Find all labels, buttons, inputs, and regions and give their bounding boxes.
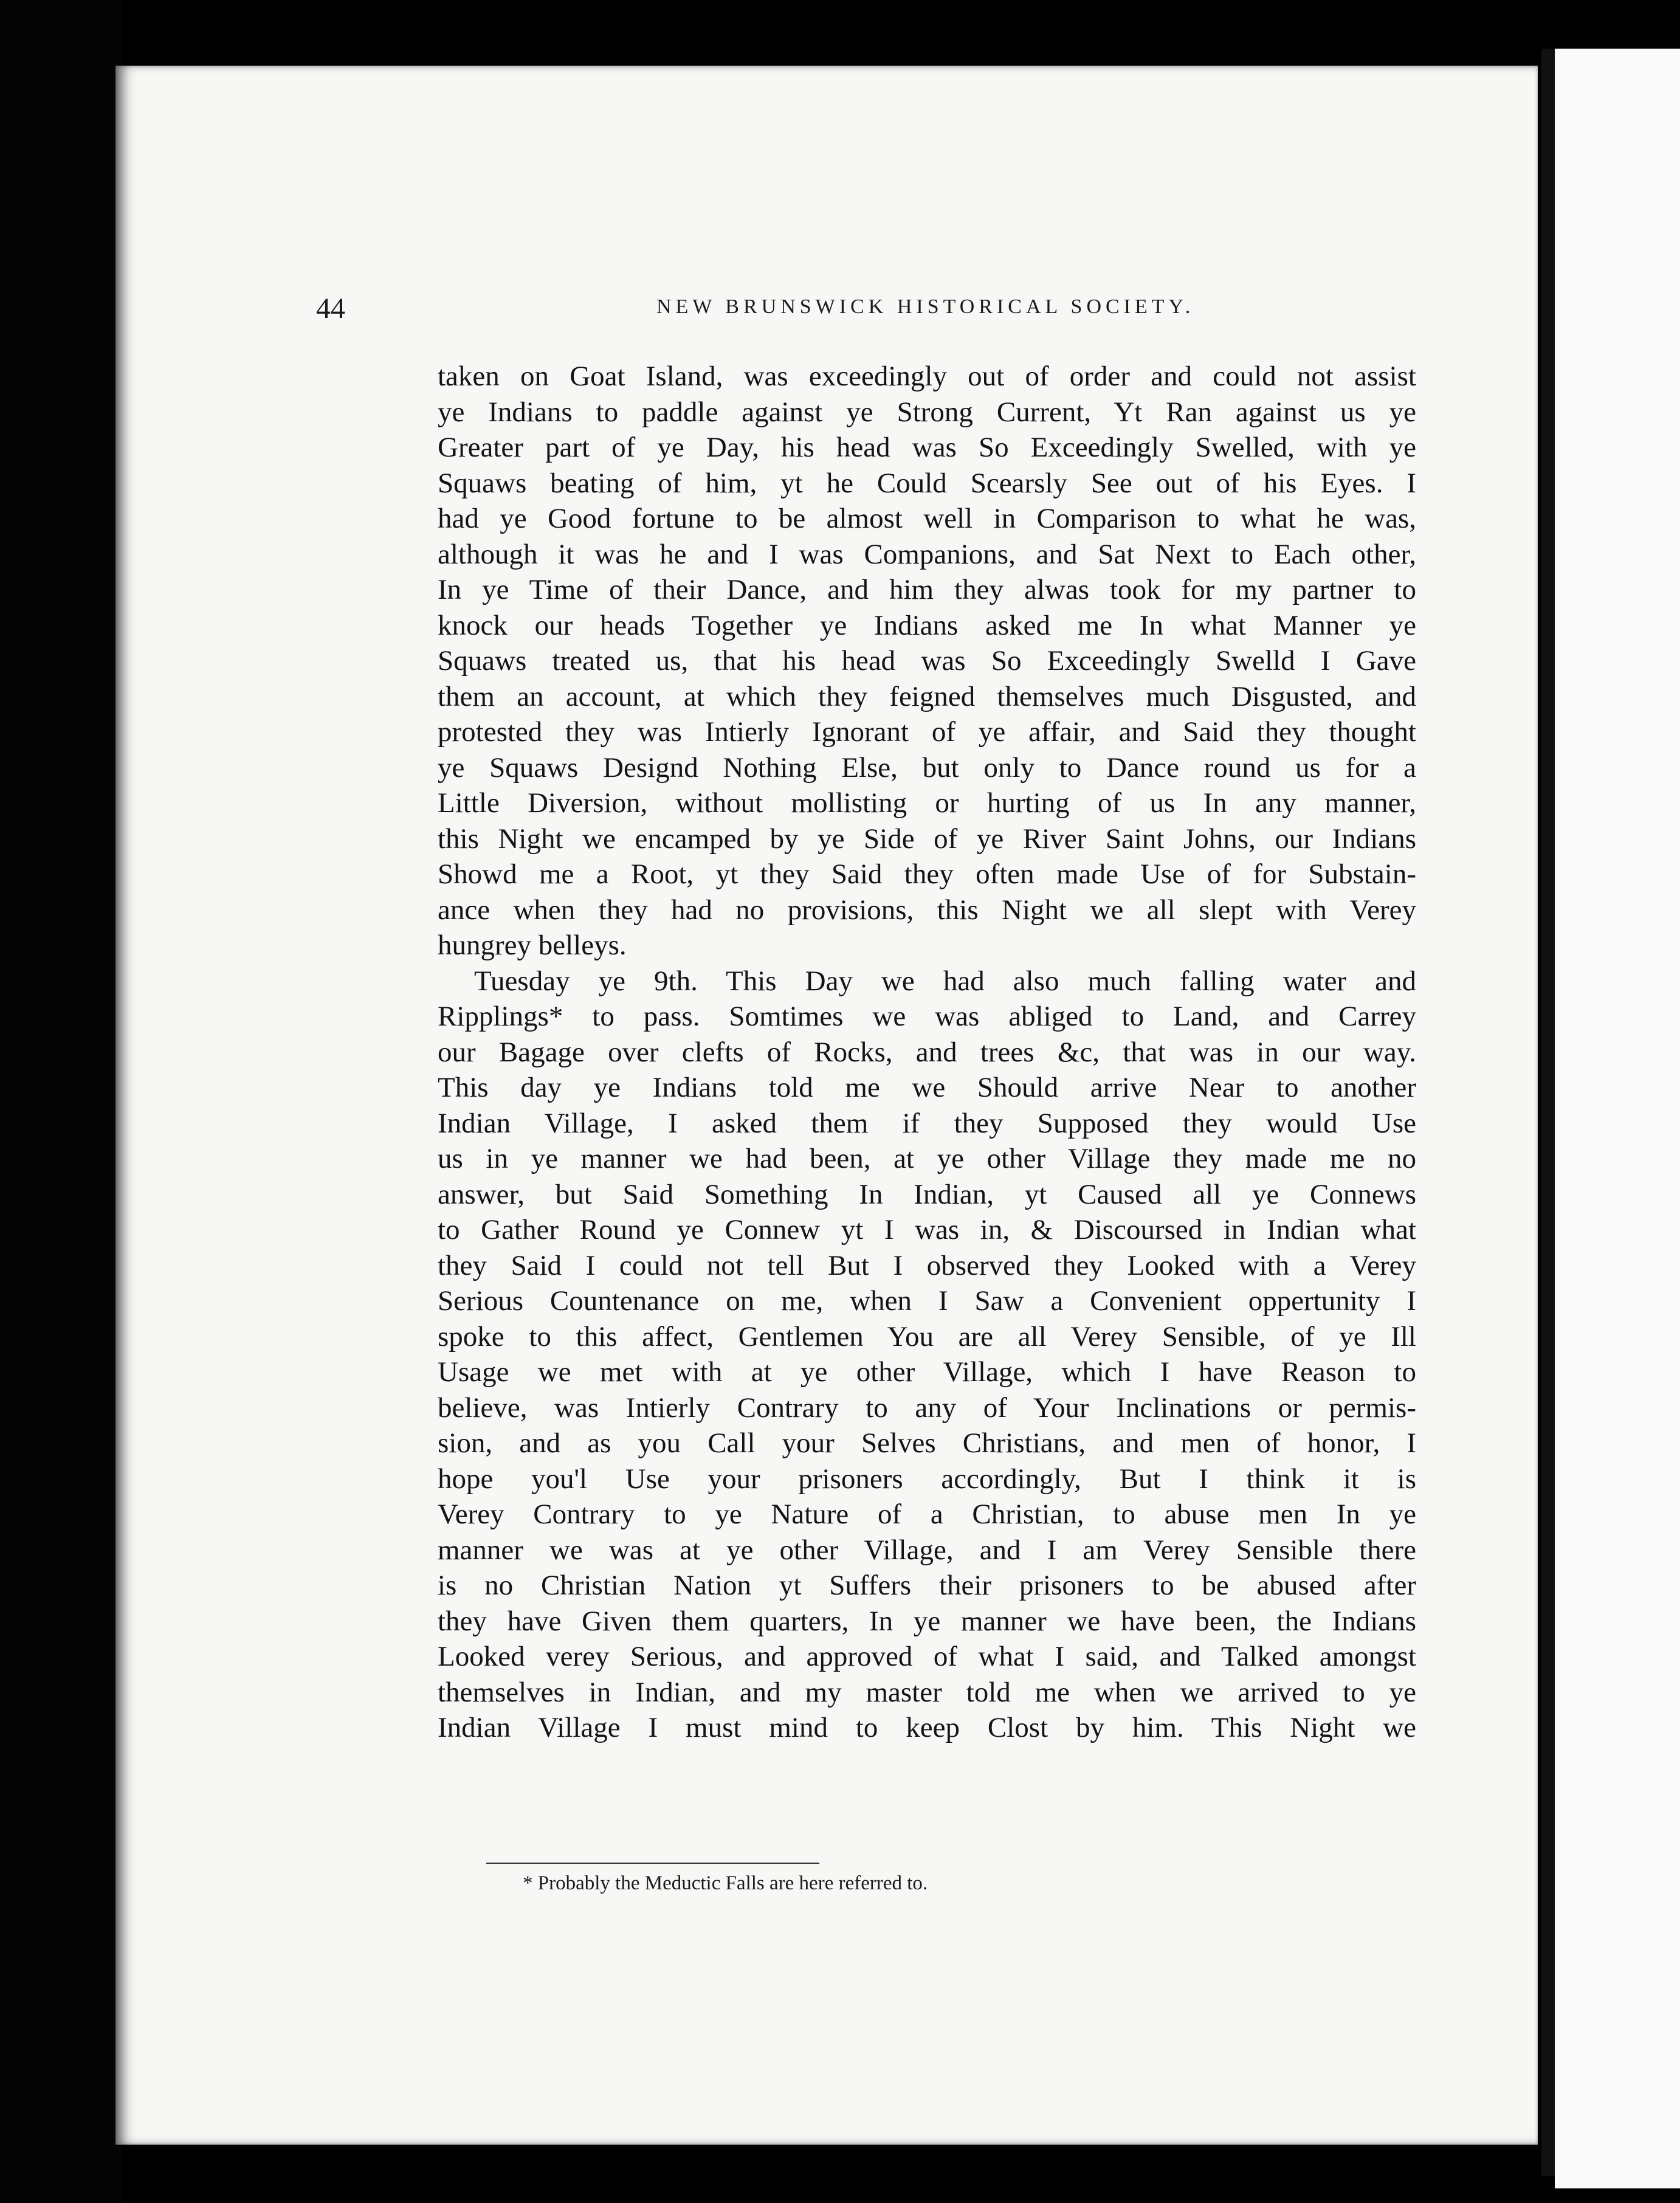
text-line: Ripplings* to pass. Somtimes we was abliged to Land, and Carrey <box>438 1001 1416 1032</box>
text-line: protested they was Intierly Ignorant of ye affair, and Said they thought <box>438 716 1416 748</box>
text-line: Squaws treated us, that his head was So Exceedingly Swelld I Gave <box>438 645 1416 677</box>
text-line: taken on Goat Island, was exceedingly out of order and could not assist <box>438 360 1416 392</box>
text-line: had ye Good fortune to be almost well in Comparison to what he was, <box>438 503 1416 534</box>
page-gutter-edge <box>1541 49 1555 2176</box>
text-line: answer, but Said Something In Indian, yt Caused all ye Connews <box>438 1178 1416 1210</box>
text-line: Usage we met with at ye other Village, which I have Reason to <box>438 1356 1416 1388</box>
text-line: Verey Contrary to ye Nature of a Christian, to abuse men In ye <box>438 1498 1416 1530</box>
text-line: Indian Village, I asked them if they Supposed they would Use <box>438 1107 1416 1139</box>
text-line: knock our heads Together ye Indians asked me In what Manner ye <box>438 609 1416 641</box>
text-line: this Night we encamped by ye Side of ye River Saint Johns, our Indians <box>438 822 1416 855</box>
body-text <box>438 359 1416 1746</box>
text-line: sion, and as you Call your Selves Christians, and men of honor, I <box>438 1427 1416 1459</box>
text-line: Little Diversion, without mollisting or hurting of us In any manner, <box>438 787 1416 819</box>
text-line: although it was he and I was Companions, and Sat Next to Each other, <box>438 538 1416 570</box>
text-line: our Bagage over clefts of Rocks, and trees &c, that was in our way. <box>438 1036 1416 1068</box>
text-line: to Gather Round ye Connew yt I was in, & Discoursed in Indian what <box>438 1214 1416 1246</box>
text-line: ance when they had no provisions, this Night we all slept with Verey <box>438 894 1416 926</box>
text-line: This day ye Indians told me we Should arrive Near to another <box>438 1072 1416 1103</box>
footnote-rule <box>486 1863 819 1864</box>
text-line: hope you'l Use your prisoners accordingly, But I think it is <box>438 1463 1416 1495</box>
text-line: In ye Time of their Dance, and him they alwas took for my partner to <box>438 574 1416 605</box>
facing-page-strip <box>1555 49 1680 2188</box>
text-line: Indian Village I must mind to keep Clost by him. This Night we <box>438 1712 1416 1743</box>
footnote: * Probably the Meductic Falls are here referred to. <box>523 1872 928 1894</box>
text-line: they Said I could not tell But I observed they Looked with a Verey <box>438 1249 1416 1281</box>
text-line: is no Christian Nation yt Suffers their prisoners to be abused after <box>438 1570 1416 1601</box>
page-number: 44 <box>316 292 345 325</box>
text-line: they have Given them quarters, In ye manner we have been, the Indians <box>438 1605 1416 1637</box>
text-line: Tuesday ye 9th. This Day we had also much falling water and <box>474 965 1416 997</box>
text-line: hungrey belleys. <box>438 929 627 961</box>
text-line: Squaws beating of him, yt he Could Scearsly See out of his Eyes. I <box>438 467 1416 499</box>
text-line: ye Squaws Designd Nothing Else, but only to Dance round us for a <box>438 751 1416 784</box>
text-line: us in ye manner we had been, at ye other Village they made me no <box>438 1143 1416 1174</box>
running-head <box>316 292 1495 334</box>
text-line: Showd me a Root, yt they Said they often made Use of for Substain- <box>438 858 1416 890</box>
text-line: ye Indians to paddle against ye Strong Current, Yt Ran against us ye <box>438 396 1416 428</box>
text-line: Greater part of ye Day, his head was So Exceedingly Swelled, with ye <box>438 432 1416 463</box>
text-line: Looked verey Serious, and approved of what I said, and Talked amongst <box>438 1641 1416 1672</box>
text-line: believe, was Intierly Contrary to any of Your Inclinations or permis- <box>438 1391 1416 1424</box>
text-line: themselves in Indian, and my master told me when we arrived to ye <box>438 1676 1416 1708</box>
scan-background-left <box>0 0 122 2203</box>
text-line: them an account, at which they feigned themselves much Disgusted, and <box>438 680 1416 712</box>
text-line: manner we was at ye other Village, and I am Verey Sensible there <box>438 1534 1416 1566</box>
text-line: spoke to this affect, Gentlemen You are all Verey Sensible, of ye Ill <box>438 1320 1416 1353</box>
running-head-title: NEW BRUNSWICK HISTORICAL SOCIETY. <box>656 295 1195 318</box>
text-line: Serious Countenance on me, when I Saw a Convenient oppertunity I <box>438 1285 1416 1317</box>
